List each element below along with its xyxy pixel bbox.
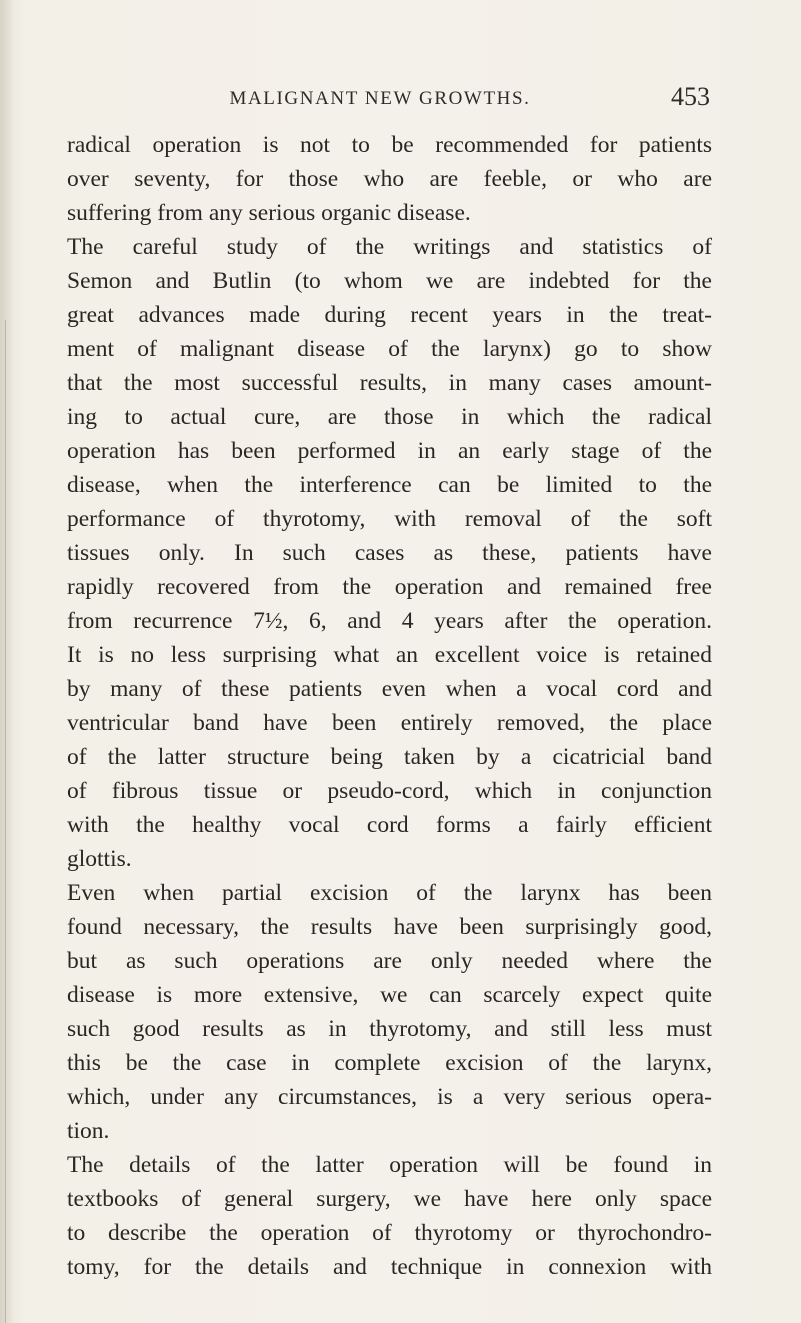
text-line: such good results as in thyrotomy, and still less must (67, 1016, 712, 1042)
text-line: found necessary, the results have been surprisingly good, (67, 914, 712, 940)
text-line: tion. (67, 1118, 110, 1144)
text-line: tissues only. In such cases as these, patients have (67, 540, 712, 566)
text-line: that the most successful results, in many cases amount- (67, 370, 712, 396)
text-line: by many of these patients even when a vocal cord and (67, 676, 712, 702)
binding-shadow (0, 0, 14, 1323)
text-line: performance of thyrotomy, with removal of the soft (67, 506, 712, 532)
text-line: The details of the latter operation will be found in (67, 1152, 712, 1178)
text-line: radical operation is not to be recommended for patients (67, 132, 712, 158)
text-line: ing to actual cure, are those in which the radical (67, 404, 712, 430)
binding-edge-line (5, 320, 6, 1323)
page-header (0, 82, 801, 112)
text-line: over seventy, for those who are feeble, or who are (67, 166, 712, 192)
text-line: It is no less surprising what an excellent voice is retained (67, 642, 712, 668)
text-line: disease, when the interference can be limited to the (67, 472, 712, 498)
text-line: to describe the operation of thyrotomy or thyrochondro- (67, 1220, 712, 1246)
text-line: which, under any circumstances, is a very serious opera- (67, 1084, 712, 1110)
text-line: The careful study of the writings and statistics of (67, 234, 712, 260)
text-line: glottis. (67, 846, 132, 872)
text-line: of fibrous tissue or pseudo-cord, which in conjunction (67, 778, 712, 804)
text-line: textbooks of general surgery, we have here only space (67, 1186, 712, 1212)
body-text (67, 128, 712, 1284)
text-line: but as such operations are only needed where the (67, 948, 712, 974)
text-line: suffering from any serious organic disease. (67, 200, 471, 226)
text-line: ventricular band have been entirely removed, the place (67, 710, 712, 736)
text-line: disease is more extensive, we can scarcely expect quite (67, 982, 712, 1008)
text-line: of the latter structure being taken by a cicatricial band (67, 744, 712, 770)
text-line: ment of malignant disease of the larynx) go to show (67, 336, 712, 362)
text-line: operation has been performed in an early stage of the (67, 438, 712, 464)
text-line: rapidly recovered from the operation and remained free (67, 574, 712, 600)
text-line: great advances made during recent years in the treat- (67, 302, 712, 328)
running-head: MALIGNANT NEW GROWTHS. (229, 88, 531, 109)
text-line: with the healthy vocal cord forms a fairly efficient (67, 812, 712, 838)
text-line: Semon and Butlin (to whom we are indebted for the (67, 268, 712, 294)
page-number: 453 (671, 82, 710, 111)
text-line: from recurrence 7½, 6, and 4 years after the operation. (67, 608, 712, 634)
text-line: Even when partial excision of the larynx has been (67, 880, 712, 906)
text-line: this be the case in complete excision of the larynx, (67, 1050, 712, 1076)
text-line: tomy, for the details and technique in connexion with (67, 1254, 712, 1280)
